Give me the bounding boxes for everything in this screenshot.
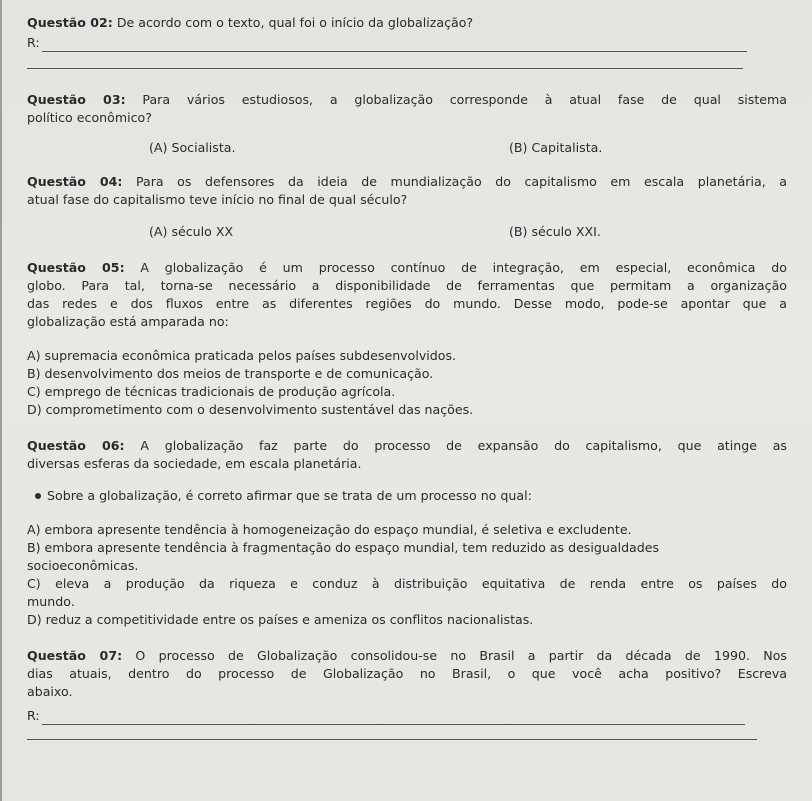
q06-line2: diversas esferas da sociedade, em escala planetária. <box>27 456 362 471</box>
q06-option-c-1: C) eleva a produção da riqueza e conduz à distribuição equitativa de renda entre os países do <box>27 576 787 591</box>
q07-answer-label: R: <box>27 708 40 723</box>
q03-option-a: (A) Socialista. <box>149 140 236 155</box>
worksheet-content <box>27 14 787 740</box>
q06-option-a: A) embora apresente tendência à homogeneização do espaço mundial, é seletiva e excludente. <box>27 522 632 537</box>
q05-option-a: A) supremacia econômica praticada pelos países subdesenvolvidos. <box>27 348 457 363</box>
q06-title: Questão 06: <box>27 438 125 453</box>
q07-text-1: O processo de Globalização consolidou-se no Brasil a partir da década de 1990. Nos <box>122 648 787 663</box>
q07-title: Questão 07: <box>27 648 123 663</box>
bullet-dot-icon <box>35 493 41 499</box>
q03-block <box>27 91 787 157</box>
q07-answer-line-2[interactable] <box>27 739 757 740</box>
q03-options <box>27 139 787 157</box>
q03-option-b: (B) Capitalista. <box>509 140 603 155</box>
q05-option-c: C) emprego de técnicas tradicionais de produção agrícola. <box>27 384 396 399</box>
q07-answer-line[interactable] <box>42 710 745 725</box>
q03-line1 <box>27 91 787 109</box>
q02-title: Questão 02: <box>27 15 113 30</box>
q07-block <box>27 647 787 740</box>
q07-line2: dias atuais, dentro do processo de Globalização no Brasil, o que você acha positivo? Escreva <box>27 666 787 681</box>
q07-answer-row <box>27 707 745 725</box>
q04-block <box>27 173 787 241</box>
q05-option-d: D) comprometimento com o desenvolvimento sustentável das nações. <box>27 402 474 417</box>
q05-title: Questão 05: <box>27 260 125 275</box>
q05-line2: globo. Para tal, torna-se necessário a disponibilidade de ferramentas que permitam a organização <box>27 278 787 293</box>
q06-option-d: D) reduz a competitividade entre os países e ameniza os conflitos nacionalistas. <box>27 612 534 627</box>
q06-line1 <box>27 437 787 455</box>
q04-line1 <box>27 173 787 191</box>
q02-text: De acordo com o texto, qual foi o início da globalização? <box>112 15 474 30</box>
q02-answer-line-2[interactable] <box>27 68 743 69</box>
q03-line2: político econômico? <box>27 110 152 125</box>
q03-title: Questão 03: <box>27 92 126 107</box>
q07-line1 <box>27 647 787 665</box>
q04-options <box>27 223 787 241</box>
q05-line1 <box>27 259 787 277</box>
q06-option-b-1: B) embora apresente tendência à fragmentação do espaço mundial, tem reduzido as desigualdades <box>27 540 660 555</box>
q05-text-1: A globalização é um processo contínuo de integração, em especial, econômica do <box>124 260 787 275</box>
q06-option-b-2: socioeconômicas. <box>27 558 139 573</box>
q05-option-b: B) desenvolvimento dos meios de transporte e de comunicação. <box>27 366 434 381</box>
q06-option-c-2: mundo. <box>27 594 75 609</box>
q03-text-1: Para vários estudiosos, a globalização corresponde à atual fase de qual sistema <box>125 92 787 107</box>
q04-title: Questão 04: <box>27 174 123 189</box>
q06-options <box>27 521 787 629</box>
q04-option-a: (A) século XX <box>149 224 234 239</box>
q07-line3: abaixo. <box>27 684 73 699</box>
q02-line1 <box>27 14 787 32</box>
q04-option-b: (B) século XXI. <box>509 224 601 239</box>
q06-block <box>27 437 787 629</box>
q04-text-1: Para os defensores da ideia de mundialização do capitalismo em escala planetária, a <box>122 174 787 189</box>
q05-line3: das redes e dos fluxos entre as diferentes regiões do mundo. Desse modo, pode-se apontar que a <box>27 296 787 311</box>
q02-answer-line[interactable] <box>42 37 747 52</box>
q05-options <box>27 347 787 419</box>
q06-bullet-text: Sobre a globalização, é correto afirmar que se trata de um processo no qual: <box>47 488 532 503</box>
q04-line2: atual fase do capitalismo teve início no final de qual século? <box>27 192 408 207</box>
q06-text-1: A globalização faz parte do processo de expansão do capitalismo, que atinge as <box>124 438 787 453</box>
q02-answer-label: R: <box>27 35 40 50</box>
q02-answer-row <box>27 34 747 52</box>
q05-line4: globalização está amparada no: <box>27 314 229 329</box>
q05-block <box>27 259 787 419</box>
q06-bullet-row <box>27 487 787 505</box>
